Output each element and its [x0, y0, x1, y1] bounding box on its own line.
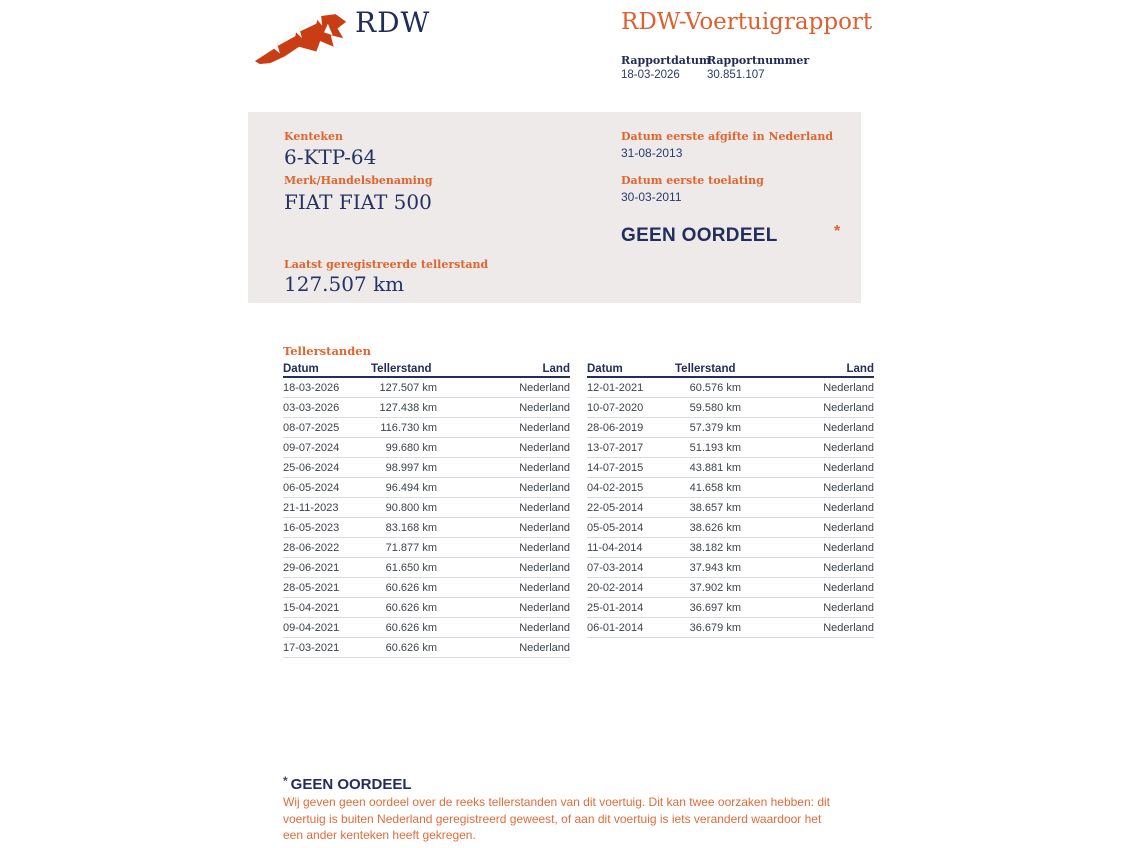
table-cell: 29-06-2021	[283, 561, 340, 574]
table-cell: 37.902 km	[689, 581, 741, 594]
table-cell: Nederland	[519, 561, 570, 574]
table-cell: Nederland	[823, 401, 874, 414]
table-cell: Nederland	[823, 521, 874, 534]
table-cell: 57.379 km	[689, 421, 741, 434]
table-cell: Nederland	[519, 381, 570, 394]
table-cell: 37.943 km	[689, 561, 741, 574]
table-cell: 99.680 km	[385, 441, 437, 454]
verdict-text: GEEN OORDEEL	[621, 225, 778, 246]
table-body	[587, 378, 874, 638]
table-cell: Nederland	[519, 621, 570, 634]
table-row	[283, 638, 570, 658]
table-cell: Nederland	[519, 441, 570, 454]
table-row	[587, 398, 874, 418]
table-cell: 15-04-2021	[283, 601, 340, 614]
column-header-datum: Datum	[587, 363, 623, 375]
table-row	[283, 458, 570, 478]
eerste-toelating-label: Datum eerste toelating	[621, 174, 764, 187]
table-header-row	[283, 361, 570, 378]
table-cell: 10-07-2020	[587, 401, 644, 414]
odometer-table-left	[283, 361, 570, 658]
table-cell: 14-07-2015	[587, 461, 644, 474]
table-cell: Nederland	[519, 601, 570, 614]
laatste-tellerstand-value: 127.507 km	[284, 272, 405, 296]
table-cell: 08-07-2025	[283, 421, 340, 434]
table-cell: Nederland	[519, 501, 570, 514]
table-cell: Nederland	[823, 381, 874, 394]
table-cell: 16-05-2023	[283, 521, 340, 534]
table-row	[283, 498, 570, 518]
table-cell: 28-06-2022	[283, 541, 340, 554]
table-cell: 11-04-2014	[587, 541, 643, 554]
table-row	[283, 578, 570, 598]
table-cell: Nederland	[823, 581, 874, 594]
table-cell: Nederland	[519, 461, 570, 474]
table-cell: 127.507 km	[379, 381, 437, 394]
table-cell: 90.800 km	[385, 501, 437, 514]
table-cell: 71.877 km	[385, 541, 437, 554]
table-cell: Nederland	[823, 441, 874, 454]
table-cell: 18-03-2026	[283, 381, 340, 394]
table-cell: 61.650 km	[385, 561, 437, 574]
table-cell: Nederland	[823, 541, 874, 554]
table-row	[587, 538, 874, 558]
table-cell: 06-05-2024	[283, 481, 340, 494]
table-cell: 05-05-2014	[587, 521, 644, 534]
table-header-row	[587, 361, 874, 378]
table-cell: Nederland	[823, 561, 874, 574]
rdw-logo-icon	[253, 12, 349, 70]
table-row	[283, 558, 570, 578]
kenteken-value: 6-KTP-64	[284, 145, 377, 169]
table-row	[587, 378, 874, 398]
tellerstanden-section-title: Tellerstanden	[283, 344, 371, 358]
table-cell: 43.881 km	[689, 461, 741, 474]
table-cell: 22-05-2014	[587, 501, 644, 514]
table-row	[283, 538, 570, 558]
table-cell: 60.626 km	[385, 581, 437, 594]
table-cell: 51.193 km	[689, 441, 741, 454]
table-cell: 03-03-2026	[283, 401, 340, 414]
table-cell: 38.626 km	[689, 521, 741, 534]
table-cell: 06-01-2014	[587, 621, 644, 634]
table-row	[283, 418, 570, 438]
verdict-asterisk: *	[834, 223, 841, 240]
table-row	[283, 618, 570, 638]
table-cell: 28-06-2019	[587, 421, 644, 434]
table-row	[283, 398, 570, 418]
table-cell: Nederland	[823, 601, 874, 614]
report-number-label: Rapportnummer	[707, 54, 810, 67]
table-row	[587, 438, 874, 458]
kenteken-label: Kenteken	[284, 130, 344, 143]
table-cell: Nederland	[519, 541, 570, 554]
table-cell: 20-02-2014	[587, 581, 644, 594]
table-row	[587, 578, 874, 598]
report-date-label: Rapportdatum	[621, 54, 711, 67]
merk-value: FIAT FIAT 500	[284, 190, 432, 214]
footnote-title: GEEN OORDEEL	[290, 776, 412, 793]
eerste-afgifte-label: Datum eerste afgifte in Nederland	[621, 130, 834, 143]
table-cell: Nederland	[823, 481, 874, 494]
table-cell: 07-03-2014	[587, 561, 644, 574]
odometer-table-right	[587, 361, 874, 658]
column-header-land: Land	[846, 363, 874, 375]
table-cell: 60.626 km	[385, 601, 437, 614]
table-cell: 38.182 km	[689, 541, 741, 554]
laatste-tellerstand-label: Laatst geregistreerde tellerstand	[284, 258, 489, 271]
vehicle-summary-box	[248, 112, 861, 303]
table-cell: Nederland	[823, 461, 874, 474]
table-cell: 13-07-2017	[587, 441, 644, 454]
table-row	[283, 598, 570, 618]
table-row	[587, 498, 874, 518]
table-cell: Nederland	[823, 621, 874, 634]
table-cell: 04-02-2015	[587, 481, 644, 494]
table-row	[587, 598, 874, 618]
table-body	[283, 378, 570, 658]
table-cell: 17-03-2021	[283, 641, 340, 654]
table-cell: 98.997 km	[385, 461, 437, 474]
eerste-afgifte-value: 31-08-2013	[621, 146, 683, 160]
table-cell: 60.576 km	[689, 381, 741, 394]
table-cell: Nederland	[823, 501, 874, 514]
column-header-land: Land	[542, 363, 570, 375]
table-cell: 60.626 km	[385, 641, 437, 654]
table-cell: 116.730 km	[380, 421, 437, 434]
table-row	[587, 618, 874, 638]
table-cell: Nederland	[519, 641, 570, 654]
table-cell: 09-04-2021	[283, 621, 340, 634]
table-cell: Nederland	[519, 421, 570, 434]
table-cell: 12-01-2021	[587, 381, 644, 394]
table-cell: Nederland	[519, 481, 570, 494]
table-cell: 36.679 km	[689, 621, 741, 634]
merk-label: Merk/Handelsbenaming	[284, 174, 433, 187]
table-row	[283, 518, 570, 538]
table-cell: 41.658 km	[689, 481, 741, 494]
table-row	[283, 478, 570, 498]
table-cell: Nederland	[519, 401, 570, 414]
table-cell: 25-01-2014	[587, 601, 644, 614]
table-cell: 36.697 km	[689, 601, 741, 614]
table-row	[587, 458, 874, 478]
table-cell: 60.626 km	[385, 621, 437, 634]
table-cell: Nederland	[519, 581, 570, 594]
page-title: RDW-Voertuigrapport	[621, 9, 873, 35]
table-cell: 28-05-2021	[283, 581, 340, 594]
table-row	[587, 518, 874, 538]
table-cell: 127.438 km	[379, 401, 437, 414]
table-cell: 96.494 km	[385, 481, 437, 494]
eerste-toelating-value: 30-03-2011	[621, 190, 682, 204]
footnote-asterisk: *	[283, 774, 288, 788]
odometer-tables	[283, 361, 874, 658]
table-row	[283, 378, 570, 398]
footnote-text: Wij geven geen oordeel over de reeks tellerstanden van dit voertuig. Dit kan twee oorzaken hebben: dit voertuig is buiten Nederland geregistreerd geweest, of aan dit voertuig is iets veranderd waardoor het een ander kenteken heeft gekregen.	[283, 795, 830, 842]
table-cell: 83.168 km	[385, 521, 437, 534]
footnote-heading	[283, 774, 412, 793]
table-row	[283, 438, 570, 458]
table-row	[587, 478, 874, 498]
table-cell: 59.580 km	[689, 401, 741, 414]
column-header-tellerstand: Tellerstand	[675, 363, 736, 375]
table-cell: 38.657 km	[689, 501, 741, 514]
table-cell: 09-07-2024	[283, 441, 340, 454]
table-row	[587, 418, 874, 438]
table-cell: Nederland	[519, 521, 570, 534]
logo-wordmark: RDW	[355, 6, 431, 39]
table-row	[587, 558, 874, 578]
report-date-value: 18-03-2026	[621, 69, 680, 81]
table-cell: Nederland	[823, 421, 874, 434]
column-header-datum: Datum	[283, 363, 319, 375]
report-number-value: 30.851.107	[707, 69, 765, 81]
table-cell: 25-06-2024	[283, 461, 340, 474]
table-cell: 21-11-2023	[283, 501, 339, 514]
column-header-tellerstand: Tellerstand	[371, 363, 432, 375]
